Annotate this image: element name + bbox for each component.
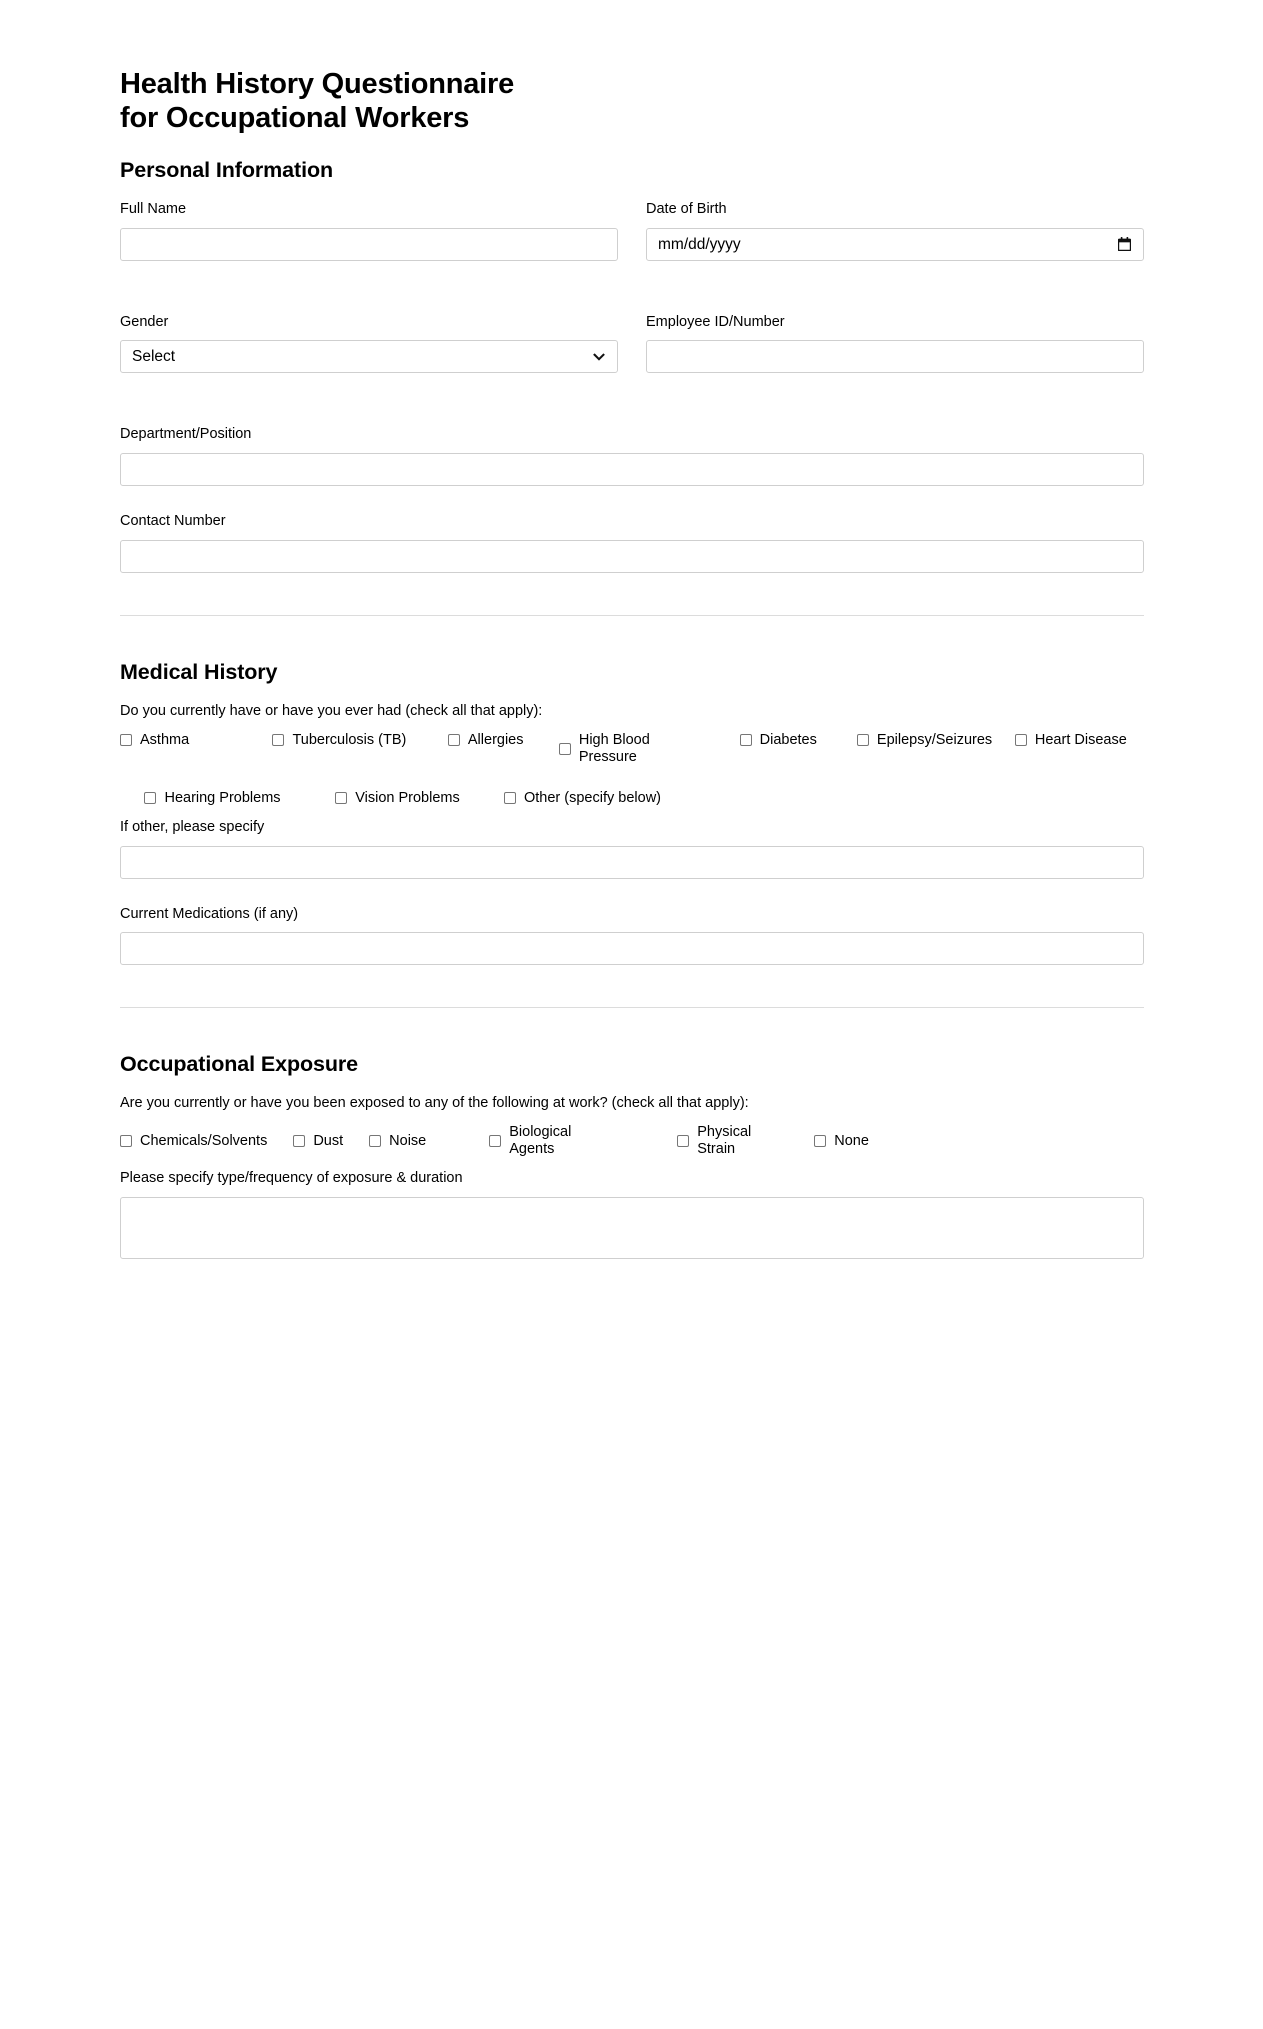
date-of-birth-label: Date of Birth [646,200,727,217]
occupational-exposure-question: Are you currently or have you been exposed to any of the following at work? (check all that apply): [120,1095,749,1112]
gender-label: Gender [120,313,169,330]
checkbox-item-high-blood-pressure[interactable] [559,732,705,766]
physical-strain-label: Physical Strain [697,1124,752,1158]
dust-label: Dust [313,1132,344,1149]
row-name-dob [120,199,1144,286]
diabetes-checkbox[interactable] [740,734,752,746]
vision-problems-label: Vision Problems [355,789,460,806]
checkbox-item-biological-agents[interactable] [452,1124,622,1158]
checkbox-item-other-condition[interactable] [490,790,675,807]
heart-disease-label: Heart Disease [1034,731,1127,748]
noise-label: Noise [389,1132,427,1149]
other-specify-label: If other, please specify [120,818,265,835]
checkbox-item-epilepsy-seizures[interactable] [851,732,997,749]
checkbox-item-tuberculosis[interactable] [266,732,412,749]
biological-agents-checkbox[interactable] [489,1135,501,1147]
full-name-label: Full Name [120,200,187,217]
field-exposure-details [120,1168,1144,1259]
allergies-label: Allergies [467,731,524,748]
page-title [120,68,590,136]
none-label: None [834,1132,869,1149]
date-of-birth-placeholder: mm/dd/yyyy [658,235,741,253]
checkbox-item-physical-strain[interactable] [648,1124,788,1158]
tuberculosis-checkbox[interactable] [272,734,284,746]
other-condition-label: Other (specify below) [524,789,661,806]
noise-checkbox[interactable] [369,1135,381,1147]
exposure-details-label: Please specify type/frequency of exposure & duration [120,1170,463,1187]
gender-select-wrap [120,340,618,373]
high-blood-pressure-checkbox[interactable] [559,743,571,755]
biological-agents-label: Biological Agents [509,1124,572,1158]
tuberculosis-label: Tuberculosis (TB) [292,731,407,748]
checkbox-item-none[interactable] [814,1133,869,1150]
checkbox-item-allergies[interactable] [413,732,559,749]
field-employee-id [646,312,1144,399]
page-title-line-1: Health History Questionnaire [120,68,515,100]
physical-strain-checkbox[interactable] [677,1135,689,1147]
section-personal-information [120,158,1144,573]
section-heading-medical-history: Medical History [120,659,278,684]
checkbox-item-hearing-problems[interactable] [120,790,305,807]
high-blood-pressure-label: High Blood Pressure [578,731,650,765]
checkbox-item-asthma[interactable] [120,732,266,749]
medical-conditions-row-1 [120,732,1144,766]
full-name-input[interactable] [120,228,618,261]
chemicals-solvents-checkbox[interactable] [120,1135,132,1147]
medical-conditions-row-2 [120,790,1144,807]
current-medications-label: Current Medications (if any) [120,905,299,922]
field-other-specify [120,817,1144,879]
date-of-birth-input[interactable] [646,228,1144,261]
current-medications-input[interactable] [120,932,1144,965]
date-of-birth-input-wrap [646,228,1144,261]
field-department-position [120,424,1144,486]
checkbox-item-vision-problems[interactable] [305,790,490,807]
field-gender [120,312,618,374]
epilepsy-seizures-label: Epilepsy/Seizures [876,731,993,748]
employee-id-input[interactable] [646,340,1144,373]
checkbox-item-dust[interactable] [293,1133,343,1150]
field-date-of-birth [646,199,1144,286]
section-occupational-exposure [120,1052,1144,1259]
gender-select[interactable]: Select [120,340,618,373]
section-medical-history [120,660,1144,966]
section-heading-occupational-exposure: Occupational Exposure [120,1052,359,1077]
allergies-checkbox[interactable] [448,734,460,746]
asthma-label: Asthma [140,731,190,748]
medical-history-question: Do you currently have or have you ever had (check all that apply): [120,702,543,719]
checkbox-item-heart-disease[interactable] [998,732,1144,749]
checkbox-item-diabetes[interactable] [705,732,851,749]
none-checkbox[interactable] [814,1135,826,1147]
other-condition-checkbox[interactable] [504,792,516,804]
hearing-problems-checkbox[interactable] [144,792,156,804]
vision-problems-checkbox[interactable] [335,792,347,804]
other-specify-input[interactable] [120,846,1144,879]
hearing-problems-label: Hearing Problems [164,789,281,806]
department-position-label: Department/Position [120,426,252,443]
divider-medical-occupational [120,1007,1144,1008]
diabetes-label: Diabetes [759,731,817,748]
department-position-input[interactable] [120,453,1144,486]
occupational-exposure-options [120,1124,1144,1158]
field-current-medications [120,904,1144,966]
checkbox-item-chemicals-solvents[interactable] [120,1133,267,1150]
contact-number-input[interactable] [120,540,1144,573]
employee-id-label: Employee ID/Number [646,313,785,330]
page-title-line-2: for Occupational Workers [120,101,470,134]
dust-checkbox[interactable] [293,1135,305,1147]
section-heading-personal-information: Personal Information [120,157,334,182]
checkbox-item-noise[interactable] [369,1133,426,1150]
field-full-name [120,199,618,261]
divider-personal-medical [120,615,1144,616]
contact-number-label: Contact Number [120,513,226,530]
heart-disease-checkbox[interactable] [1015,734,1027,746]
epilepsy-seizures-checkbox[interactable] [857,734,869,746]
form-content [120,0,1144,1310]
row-gender-employee-id [120,312,1144,399]
field-contact-number [120,511,1144,573]
chemicals-solvents-label: Chemicals/Solvents [140,1132,268,1149]
asthma-checkbox[interactable] [120,734,132,746]
exposure-details-textarea[interactable] [120,1197,1144,1259]
